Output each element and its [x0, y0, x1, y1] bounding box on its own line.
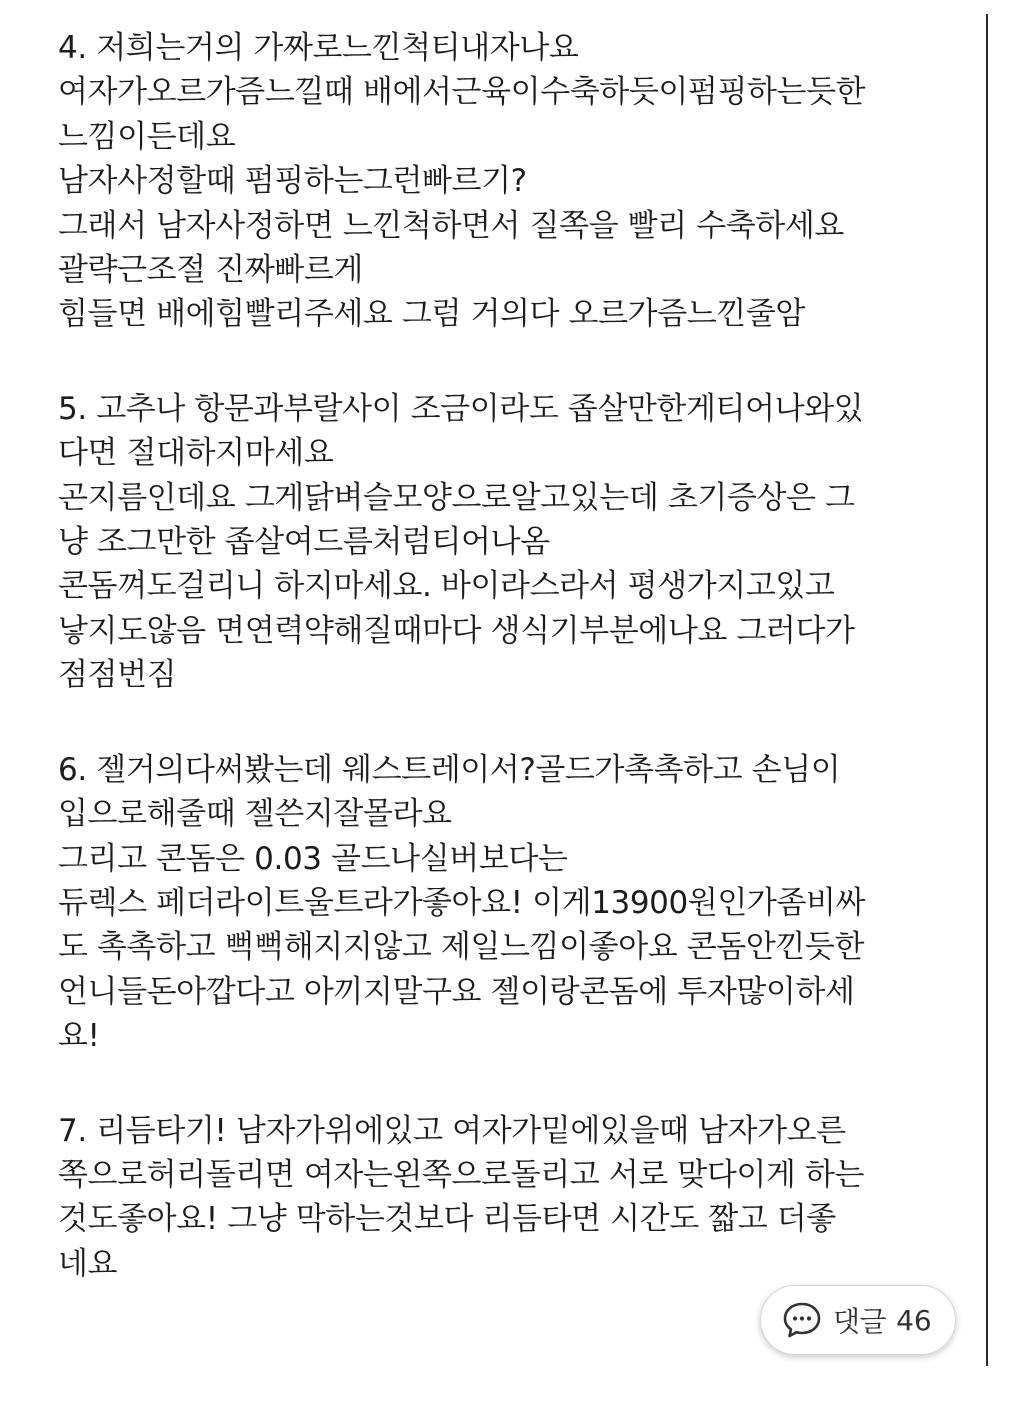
paragraph-tip-5	[58, 387, 978, 698]
text-line: 콘돔껴도걸리니 하지마세요. 바이라스라서 평생가지고있고	[58, 568, 835, 605]
paragraph-tip-4	[58, 26, 978, 337]
text-line: 힘들면 배에힘빨리주세요 그럼 거의다 오르가즘느낀줄암	[58, 296, 805, 333]
text-line: 6. 젤거의다써봤는데 웨스트레이서?골드가촉촉하고 손님이	[58, 751, 841, 788]
text-line: 남자사정할때 펌핑하는그런빠르기?	[58, 163, 527, 200]
paragraph-tip-6	[58, 748, 978, 1059]
text-line: 입으로해줄때 젤쓴지잘몰라요	[58, 796, 452, 833]
right-divider	[986, 14, 988, 1366]
text-line: 것도좋아요! 그냥 막하는것보다 리듬타면 시간도 짧고 더좋	[58, 1201, 836, 1238]
text-line: 요!	[58, 1018, 100, 1055]
text-line: 언니들돈아깝다고 아끼지말구요 젤이랑콘돔에 투자많이하세	[58, 973, 855, 1010]
post-body	[58, 26, 978, 1336]
text-line: 곤지름인데요 그게닭벼슬모양으로알고있는데 초기증상은 그	[58, 479, 855, 516]
text-line: 냥 조그만한 좁살여드름처럼티어나옴	[58, 524, 550, 561]
comment-label: 댓글	[833, 1305, 887, 1338]
text-line: 낳지도않음 면연력약해질때마다 생식기부분에나요 그러다가	[58, 612, 855, 649]
text-line: 괄략근조절 진짜빠르게	[58, 252, 363, 289]
text-line: 7. 리듬타기! 남자가위에있고 여자가밑에있을때 남자가오른	[58, 1112, 846, 1149]
text-line: 다면 절대하지마세요	[58, 435, 334, 472]
comment-button[interactable]	[760, 1285, 956, 1355]
text-line: 그리고 콘돔은 0.03 골드나실버보다는	[58, 840, 568, 877]
text-line: 4. 저희는거의 가짜로느낀척티내자나요	[58, 30, 579, 66]
comment-count: 46	[896, 1303, 932, 1337]
paragraph-tip-7	[58, 1109, 978, 1287]
text-line: 점점번짐	[58, 657, 177, 694]
text-line: 도 촉촉하고 뻑뻑해지지않고 제일느낌이좋아요 콘돔안낀듯한	[58, 929, 865, 966]
text-line: 듀렉스 페더라이트울트라가좋아요! 이게13900원인가좀비싸	[58, 884, 866, 921]
text-line: 여자가오르가즘느낄때 배에서근육이수축하듯이펌핑하는듯한	[58, 74, 866, 111]
speech-bubble-icon	[781, 1299, 823, 1341]
text-line: 느낌이든데요	[58, 118, 236, 155]
text-line: 쪽으로허리돌리면 여자는왼쪽으로돌리고 서로 맞다이게 하는	[58, 1156, 865, 1193]
text-line: 네요	[58, 1245, 118, 1282]
text-line: 그래서 남자사정하면 느낀척하면서 질쪽을 빨리 수축하세요	[58, 207, 844, 244]
text-line: 5. 고추나 항문과부랄사이 조금이라도 좁살만한게티어나와있	[58, 390, 864, 427]
